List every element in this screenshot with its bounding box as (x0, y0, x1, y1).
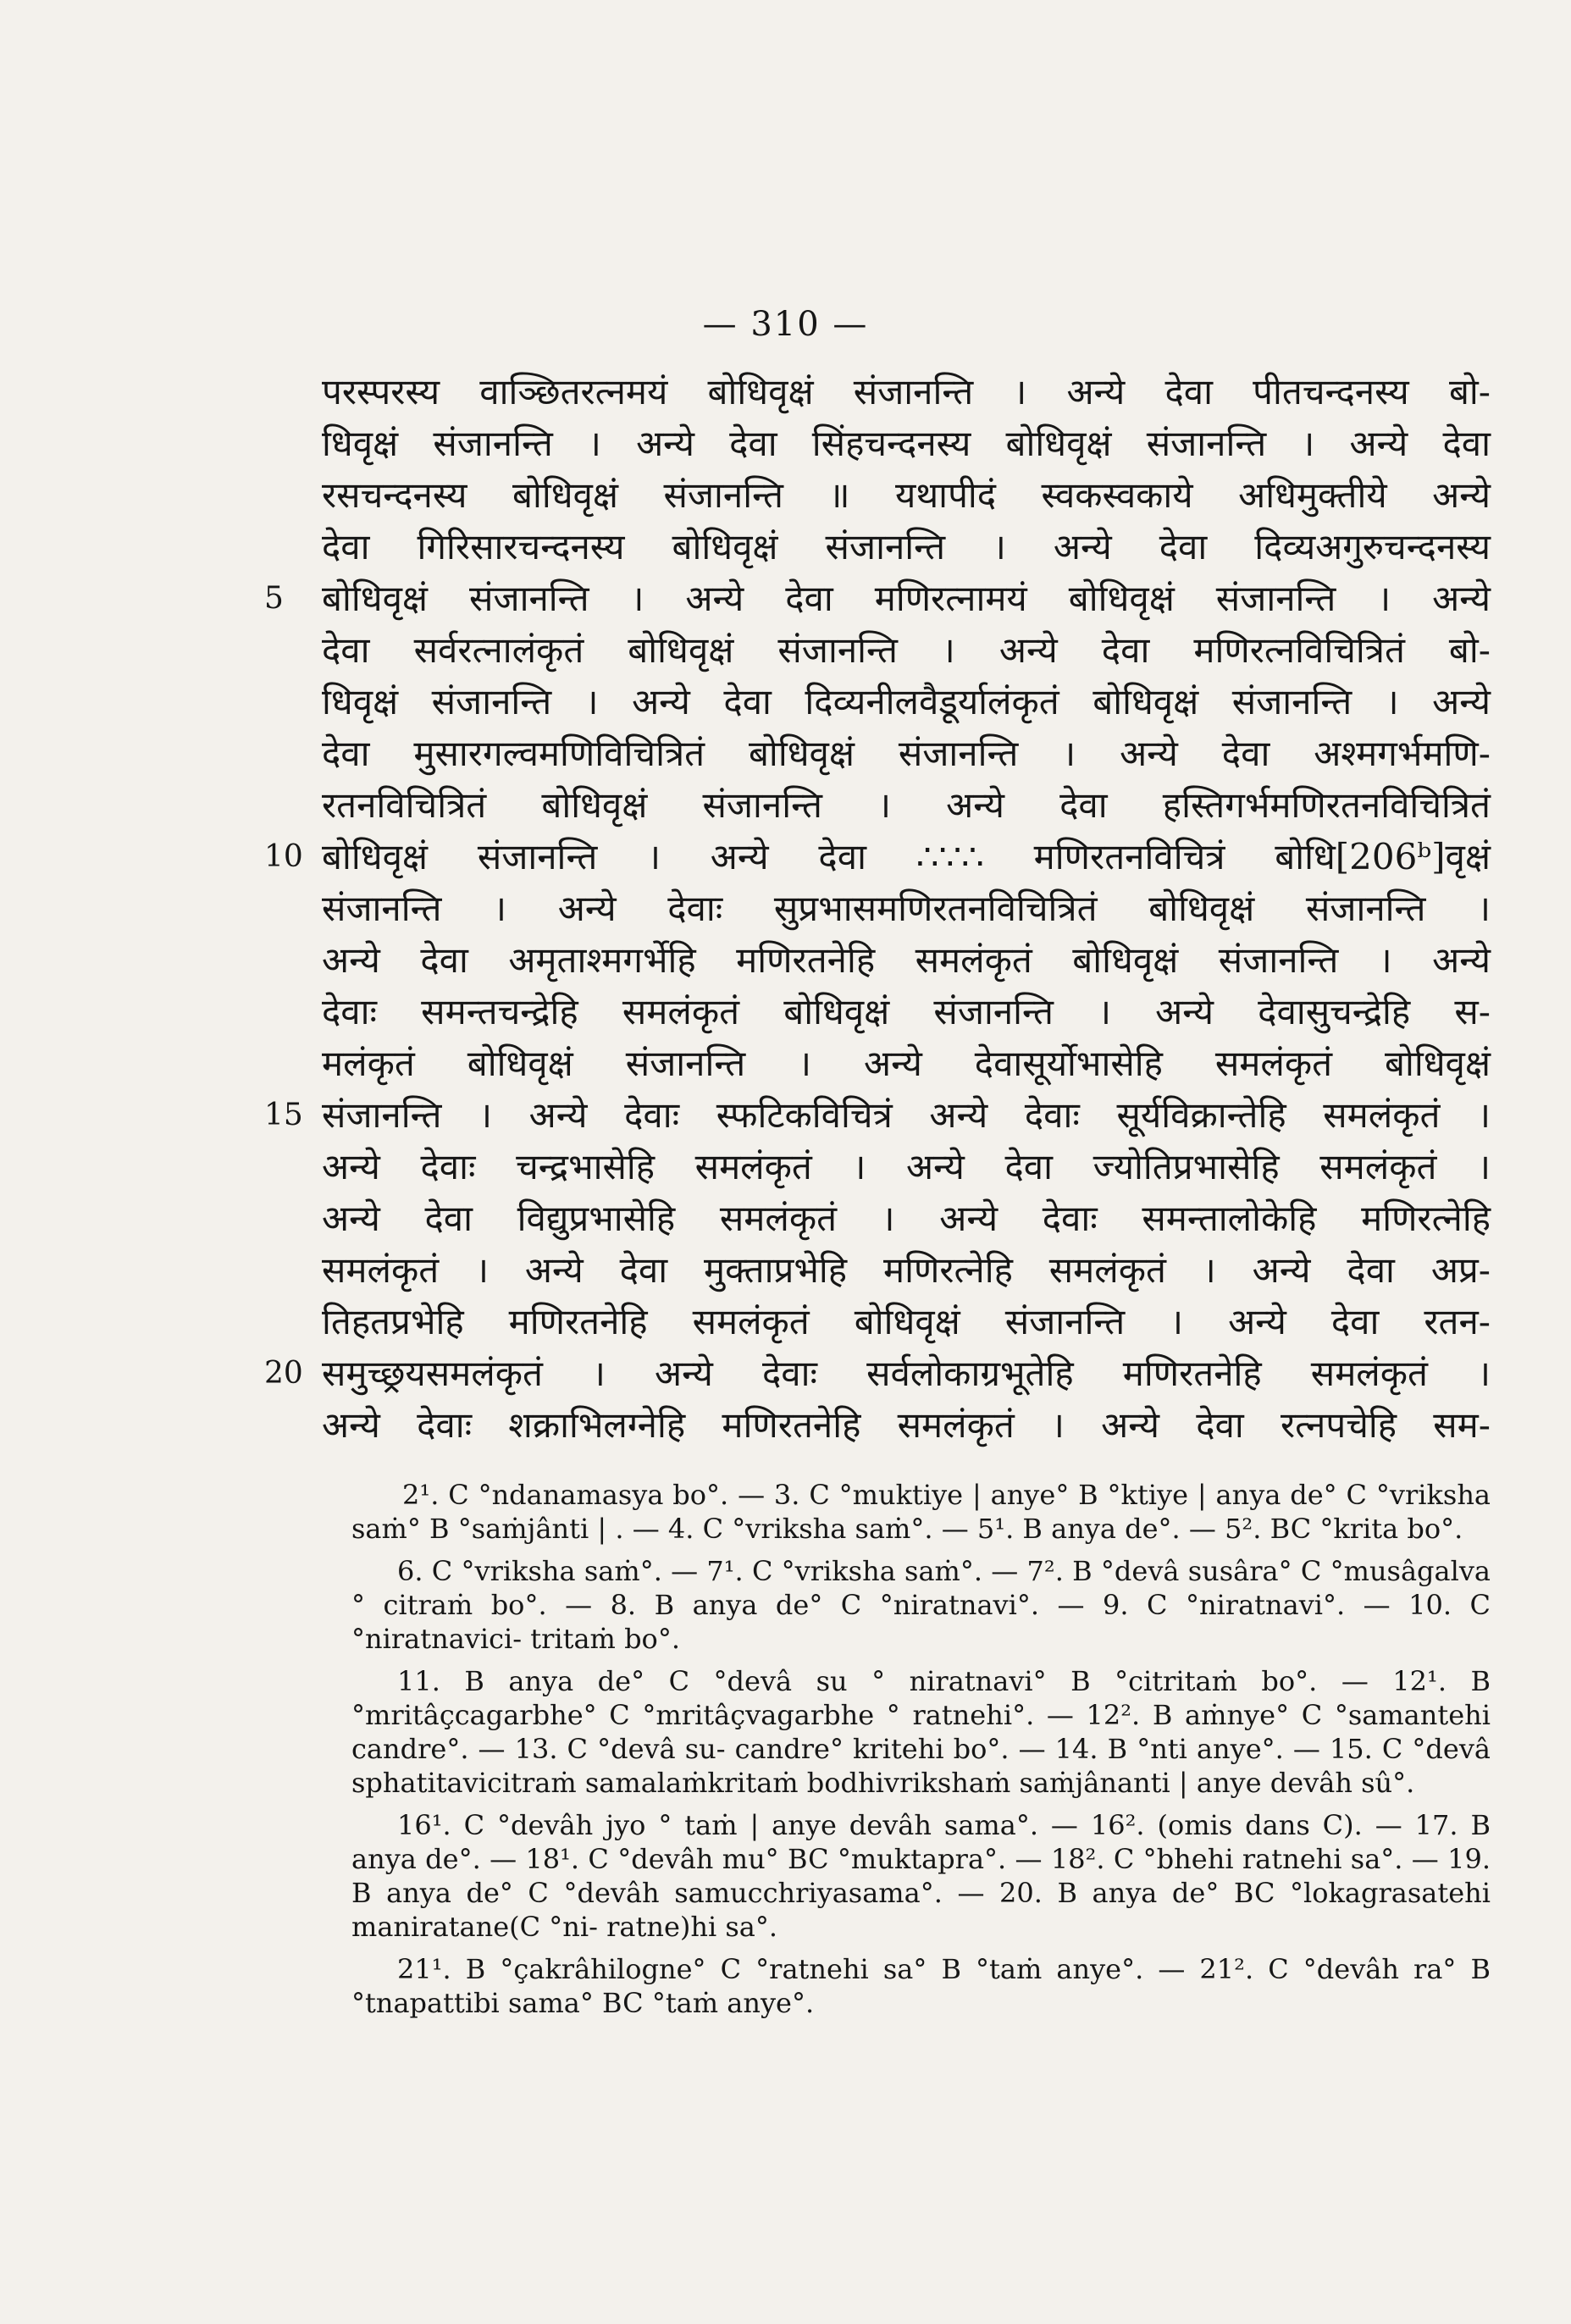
text-line (264, 831, 1491, 883)
text-line (264, 1089, 1491, 1141)
line-text: मलंकृतं बोधिवृक्षं संजानन्ति । अन्ये देवासूर्योभासेहि समलंकृतं बोधिवृक्षं (322, 1043, 1491, 1084)
text-line (322, 624, 1491, 676)
text-line (322, 1192, 1491, 1244)
text-line (322, 1038, 1491, 1089)
text-line (322, 934, 1491, 986)
footnote-paragraph: 16¹. C °devâh jyo ° taṁ | anye devâh sama°. — 16². (omis dans C). — 17. B anya de°. — 18¹. C °devâh mu° BC °muktapra°. — 18². C °bhehi ratnehi sa°. — 19. B anya de° C °devâh samucchriyasama°. — 20. B anya de° BC °lokagrasatehi maniratane(C °ni- ratne)hi sa°. (351, 1809, 1491, 1943)
line-text: समलंकृतं । अन्ये देवा मुक्ताप्रभेहि मणिरत्नेहि समलंकृतं । अन्ये देवा अप्र- (322, 1249, 1491, 1291)
line-text: बोधिवृक्षं संजानन्ति । अन्ये देवा ∴∵∴ मणिरतनविचित्रं बोधि[206ᵇ]वृक्षं (322, 836, 1491, 877)
line-text: संजानन्ति । अन्ये देवाः सुप्रभासमणिरतनविचित्रितं बोधिवृक्षं संजानन्ति । (322, 888, 1491, 929)
page-number: — 310 — (702, 305, 869, 344)
line-text: संजानन्ति । अन्ये देवाः स्फटिकविचित्रं अन्ये देवाः सूर्यविक्रान्तेहि समलंकृतं । (322, 1094, 1491, 1136)
footnote-paragraph: 6. C °vriksha saṁ°. — 7¹. C °vriksha saṁ°. — 7². B °devâ susâra° C °musâgalva ° citraṁ bo°. — 8. B anya de° C °niratnavi°. — 9. C °niratnavi°. — 10. C °niratnavici- tritaṁ bo°. (351, 1555, 1491, 1655)
text-line (322, 1141, 1491, 1192)
line-number: 15 (264, 1098, 303, 1132)
line-text: अन्ये देवा विद्युप्रभासेहि समलंकृतं । अन्ये देवाः समन्तालोकेहि मणिरत्नेहि (322, 1198, 1491, 1239)
text-line (322, 469, 1491, 521)
line-text: बोधिवृक्षं संजानन्ति । अन्ये देवा मणिरत्नामयं बोधिवृक्षं संजानन्ति । अन्ये (322, 578, 1491, 619)
line-text: रतनविचित्रितं बोधिवृक्षं संजानन्ति । अन्ये देवा हस्तिगर्भमणिरतनविचित्रितं (322, 784, 1491, 826)
line-text: अन्ये देवाः शक्राभिलग्नेहि मणिरतनेहि समलंकृतं । अन्ये देवा रत्नपचेहि सम- (322, 1404, 1491, 1446)
line-text: देवा सर्वरत्नालंकृतं बोधिवृक्षं संजानन्ति । अन्ये देवा मणिरत्नविचित्रितं बो- (322, 629, 1491, 671)
line-number: 10 (264, 839, 303, 874)
text-line (322, 521, 1491, 573)
line-text: तिहतप्रभेहि मणिरतनेहि समलंकृतं बोधिवृक्षं संजानन्ति । अन्ये देवा रतन- (322, 1301, 1491, 1342)
text-line (322, 676, 1491, 728)
text-line (322, 418, 1491, 469)
line-number: 5 (264, 581, 284, 616)
text-line (322, 779, 1491, 831)
text-line (322, 728, 1491, 779)
line-number: 20 (264, 1356, 303, 1391)
footnote-paragraph: 11. B anya de° C °devâ su ° niratnavi° B °citritaṁ bo°. — 12¹. B °mritâçcagarbhe° C °mritâçvagarbhe ° ratnehi°. — 12². B aṁnye° C °samantehi candre°. — 13. C °devâ su- candre° kritehi bo°. — 14. B °nti anye°. — 15. C °devâ sphatitavicitraṁ samalaṁkritaṁ bodhivrikshaṁ saṁjânanti | anye devâh sû°. (351, 1665, 1491, 1799)
line-text: देवा गिरिसारचन्दनस्य बोधिवृक्षं संजानन्ति । अन्ये देवा दिव्यअगुरुचन्दनस्य (322, 526, 1491, 567)
line-text: देवाः समन्तचन्द्रेहि समलंकृतं बोधिवृक्षं संजानन्ति । अन्ये देवासुचन्द्रेहि स- (322, 991, 1491, 1032)
line-text: देवा मुसारगल्वमणिविचित्रितं बोधिवृक्षं संजानन्ति । अन्ये देवा अश्मगर्भमणि- (322, 733, 1491, 774)
critical-apparatus-footnotes (351, 1478, 1491, 2028)
text-line (322, 1244, 1491, 1296)
text-line (264, 1347, 1491, 1399)
line-text: परस्परस्य वाञ्छितरत्नमयं बोधिवृक्षं संजानन्ति । अन्ये देवा पीतचन्दनस्य बो- (322, 371, 1491, 412)
sanskrit-main-text (264, 366, 1491, 1451)
text-line (322, 366, 1491, 418)
line-text: धिवृक्षं संजानन्ति । अन्ये देवा सिंहचन्दनस्य बोधिवृक्षं संजानन्ति । अन्ये देवा (322, 423, 1491, 464)
line-text: समुच्छ्रयसमलंकृतं । अन्ये देवाः सर्वलोकाग्रभूतेहि मणिरतनेहि समलंकृतं । (322, 1353, 1491, 1394)
line-text: अन्ये देवाः चन्द्रभासेहि समलंकृतं । अन्ये देवा ज्योतिप्रभासेहि समलंकृतं । (322, 1146, 1491, 1187)
footnote-paragraph: 21¹. B °çakrâhilogne° C °ratnehi sa° B °taṁ anye°. — 21². C °devâh ra° B °tnapattibi sama° BC °taṁ anye°. (351, 1953, 1491, 2019)
text-line (322, 986, 1491, 1038)
line-text: रसचन्दनस्य बोधिवृक्षं संजानन्ति ॥ यथापीदं स्वकस्वकाये अधिमुक्तीये अन्ये (322, 474, 1491, 516)
text-line (322, 1296, 1491, 1347)
text-line (264, 573, 1491, 624)
text-line (322, 1399, 1491, 1451)
text-line (322, 883, 1491, 934)
line-text: अन्ये देवा अमृताश्मगर्भेहि मणिरतनेहि समलंकृतं बोधिवृक्षं संजानन्ति । अन्ये (322, 939, 1491, 981)
line-text: धिवृक्षं संजानन्ति । अन्ये देवा दिव्यनीलवैडूर्यालंकृतं बोधिवृक्षं संजानन्ति । अन्ये (322, 681, 1491, 722)
footnote-paragraph: 2¹. C °ndanamasya bo°. — 3. C °muktiye | anye° B °ktiye | anya de° C °vriksha saṁ° B °saṁjânti | . — 4. C °vriksha saṁ°. — 5¹. B anya de°. — 5². BC °krita bo°. (351, 1479, 1491, 1545)
